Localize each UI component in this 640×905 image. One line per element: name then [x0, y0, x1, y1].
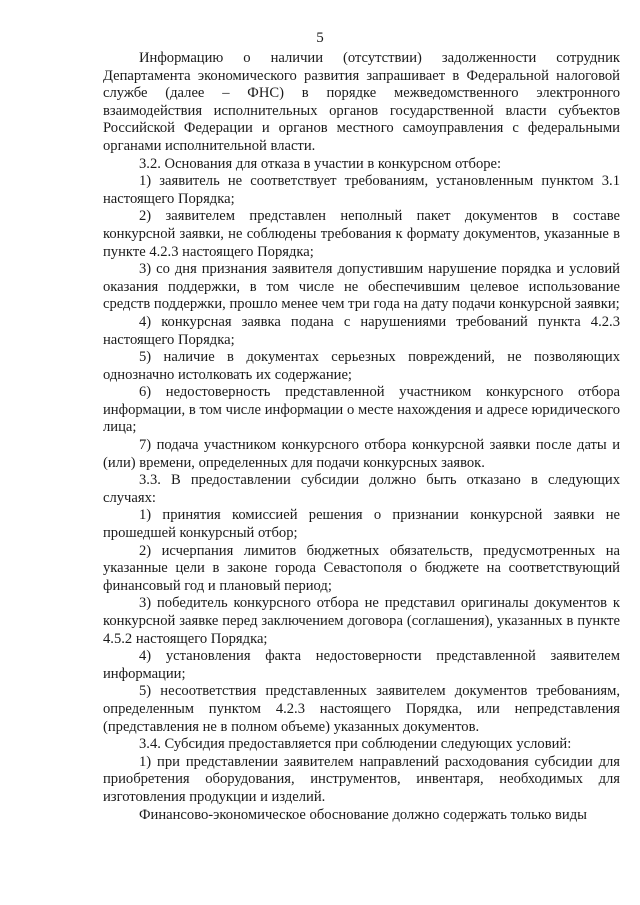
paragraph-3-3-item-1: 1) принятия комиссией решения о признании конкурсной заявки не прошедшей конкурсный отбор;: [103, 507, 620, 542]
paragraph-3-3-item-5: 5) несоответствия представленных заявителем документов требованиям, определенным пунктом 4.2.3 настоящего Порядка, или непредставления (представления не в полном объеме) указанных документов.: [103, 683, 620, 735]
paragraph-3-2-item-6: 6) недостоверность представленной участником конкурсного отбора информации, в том числе информации о месте нахождения и адресе юридического лица;: [103, 384, 620, 436]
section-3-3-heading: 3.3. В предоставлении субсидии должно быть отказано в следующих случаях:: [103, 472, 620, 506]
paragraph-financial-justification: Финансово-экономическое обоснование должно содержать только виды: [139, 806, 587, 823]
paragraph-3-3-item-2: 2) исчерпания лимитов бюджетных обязательств, предусмотренных на указанные цели в законе города Севастополя о бюджете на соответствующий финансовый год и плановый период;: [103, 542, 620, 594]
paragraph-3-2-item-4: 4) конкурсная заявка подана с нарушениями требований пункта 4.2.3 настоящего Порядка;: [103, 313, 620, 348]
paragraph-3-3-item-3: 3) победитель конкурсного отбора не представил оригиналы документов к конкурсной заявке перед заключением договора (соглашения), указанных в пункте 4.5.2 настоящего Порядка;: [103, 595, 620, 647]
section-3-4-heading: 3.4. Субсидия предоставляется при соблюдении следующих условий:: [139, 736, 572, 753]
paragraph-3-2-item-1: 1) заявитель не соответствует требованиям, установленным пунктом 3.1 настоящего Порядка;: [103, 173, 620, 207]
paragraph-3-2-item-7: 7) подача участником конкурсного отбора конкурсной заявки после даты и (или) времени, определенных для подачи конкурсных заявок.: [103, 437, 620, 471]
page-number: 5: [316, 30, 324, 46]
paragraph-debt-info: Информацию о наличии (отсутствии) задолженности сотрудник Департамента экономического развития запрашивает в Федеральной налоговой службе (далее – ФНС) в порядке межведомственного электронного взаимодействия исполнительных органов государственной власти субъектов Российской Федерации и органов местного самоуправления с федеральными органами исполнительной власти.: [103, 50, 620, 154]
paragraph-3-2-item-3: 3) со дня признания заявителя допустившим нарушение порядка и условий оказания поддержки, в том числе не обеспечившим целевое использование средств поддержки, прошло менее чем три года на дату подачи конкурсной заявки;: [103, 261, 620, 313]
section-3-2-heading: 3.2. Основания для отказа в участии в конкурсном отборе:: [139, 155, 502, 172]
paragraph-3-4-item-1: 1) при представлении заявителем направлений расходования субсидии для приобретения оборудования, инструментов, инвентаря, необходимых для изготовления продукции и изделий.: [103, 753, 620, 805]
document-body: [103, 50, 620, 824]
paragraph-3-3-item-4: 4) установления факта недостоверности представленной заявителем информации;: [103, 648, 620, 682]
paragraph-3-2-item-5: 5) наличие в документах серьезных повреждений, не позволяющих однозначно истолковать их содержание;: [103, 349, 620, 383]
paragraph-3-2-item-2: 2) заявителем представлен неполный пакет документов в составе конкурсной заявки, не соблюдены требования к формату документов, указанные в пункте 4.2.3 настоящего Порядка;: [103, 208, 620, 260]
